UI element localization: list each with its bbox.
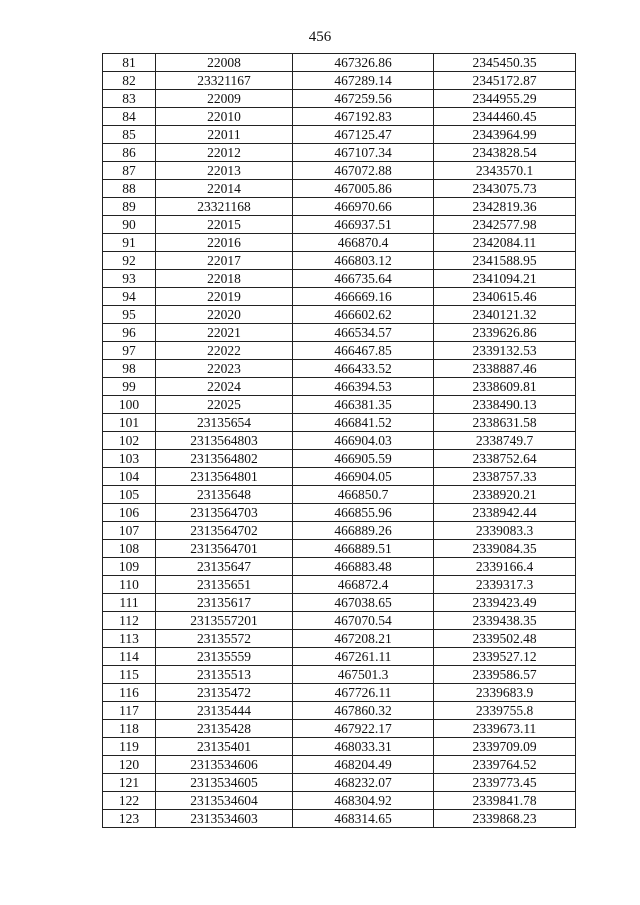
x-coordinate-cell: 466904.03	[293, 432, 434, 450]
point-id-cell: 22020	[156, 306, 293, 324]
table-row	[103, 306, 576, 324]
row-number-cell: 85	[103, 126, 156, 144]
row-number-cell: 106	[103, 504, 156, 522]
y-coordinate-cell: 2344460.45	[434, 108, 576, 126]
x-coordinate-cell: 467860.32	[293, 702, 434, 720]
row-number-cell: 103	[103, 450, 156, 468]
x-coordinate-cell: 466841.52	[293, 414, 434, 432]
point-id-cell: 22008	[156, 54, 293, 72]
x-coordinate-cell: 466872.4	[293, 576, 434, 594]
row-number-cell: 120	[103, 756, 156, 774]
page-number: 456	[308, 29, 332, 45]
table-row	[103, 54, 576, 72]
row-number-cell: 122	[103, 792, 156, 810]
row-number-cell: 105	[103, 486, 156, 504]
x-coordinate-cell: 466534.57	[293, 324, 434, 342]
row-number-cell: 91	[103, 234, 156, 252]
row-number-cell: 88	[103, 180, 156, 198]
point-id-cell: 2313564703	[156, 504, 293, 522]
x-coordinate-cell: 467922.17	[293, 720, 434, 738]
x-coordinate-cell: 466855.96	[293, 504, 434, 522]
table-row	[103, 576, 576, 594]
row-number-cell: 111	[103, 594, 156, 612]
y-coordinate-cell: 2339438.35	[434, 612, 576, 630]
table-row	[103, 378, 576, 396]
point-id-cell: 23135617	[156, 594, 293, 612]
point-id-cell: 2313534604	[156, 792, 293, 810]
row-number-cell: 102	[103, 432, 156, 450]
point-id-cell: 2313564802	[156, 450, 293, 468]
table-row	[103, 90, 576, 108]
x-coordinate-cell: 467259.56	[293, 90, 434, 108]
y-coordinate-cell: 2343570.1	[434, 162, 576, 180]
x-coordinate-cell: 467726.11	[293, 684, 434, 702]
point-id-cell: 22021	[156, 324, 293, 342]
y-coordinate-cell: 2343964.99	[434, 126, 576, 144]
table-row	[103, 504, 576, 522]
y-coordinate-cell: 2343075.73	[434, 180, 576, 198]
x-coordinate-cell: 468033.31	[293, 738, 434, 756]
table-row	[103, 738, 576, 756]
x-coordinate-cell: 466433.52	[293, 360, 434, 378]
table-row	[103, 72, 576, 90]
y-coordinate-cell: 2339626.86	[434, 324, 576, 342]
y-coordinate-cell: 2339317.3	[434, 576, 576, 594]
table-row	[103, 198, 576, 216]
point-id-cell: 2313564702	[156, 522, 293, 540]
table-row	[103, 666, 576, 684]
table-row	[103, 810, 576, 828]
table-row	[103, 630, 576, 648]
point-id-cell: 23135651	[156, 576, 293, 594]
point-id-cell: 23135444	[156, 702, 293, 720]
row-number-cell: 86	[103, 144, 156, 162]
x-coordinate-cell: 467107.34	[293, 144, 434, 162]
point-id-cell: 23135401	[156, 738, 293, 756]
table-row	[103, 144, 576, 162]
y-coordinate-cell: 2338920.21	[434, 486, 576, 504]
x-coordinate-cell: 466381.35	[293, 396, 434, 414]
point-id-cell: 2313564701	[156, 540, 293, 558]
y-coordinate-cell: 2345172.87	[434, 72, 576, 90]
x-coordinate-cell: 466889.26	[293, 522, 434, 540]
x-coordinate-cell: 466803.12	[293, 252, 434, 270]
row-number-cell: 99	[103, 378, 156, 396]
table-row	[103, 414, 576, 432]
y-coordinate-cell: 2338757.33	[434, 468, 576, 486]
y-coordinate-cell: 2339755.8	[434, 702, 576, 720]
y-coordinate-cell: 2345450.35	[434, 54, 576, 72]
table-row	[103, 612, 576, 630]
y-coordinate-cell: 2342819.36	[434, 198, 576, 216]
row-number-cell: 94	[103, 288, 156, 306]
table-row	[103, 270, 576, 288]
point-id-cell: 22025	[156, 396, 293, 414]
table-row	[103, 360, 576, 378]
y-coordinate-cell: 2338887.46	[434, 360, 576, 378]
row-number-cell: 96	[103, 324, 156, 342]
x-coordinate-cell: 467261.11	[293, 648, 434, 666]
point-id-cell: 22019	[156, 288, 293, 306]
y-coordinate-cell: 2339673.11	[434, 720, 576, 738]
row-number-cell: 87	[103, 162, 156, 180]
table-row	[103, 468, 576, 486]
point-id-cell: 23135654	[156, 414, 293, 432]
point-id-cell: 22015	[156, 216, 293, 234]
table-row	[103, 450, 576, 468]
row-number-cell: 107	[103, 522, 156, 540]
row-number-cell: 98	[103, 360, 156, 378]
y-coordinate-cell: 2339683.9	[434, 684, 576, 702]
x-coordinate-cell: 467501.3	[293, 666, 434, 684]
point-id-cell: 23321168	[156, 198, 293, 216]
point-id-cell: 22010	[156, 108, 293, 126]
point-id-cell: 22009	[156, 90, 293, 108]
x-coordinate-cell: 466937.51	[293, 216, 434, 234]
coordinates-table-body	[103, 54, 576, 828]
row-number-cell: 116	[103, 684, 156, 702]
coordinates-table	[102, 53, 576, 828]
point-id-cell: 23135472	[156, 684, 293, 702]
point-id-cell: 23135559	[156, 648, 293, 666]
x-coordinate-cell: 467208.21	[293, 630, 434, 648]
row-number-cell: 117	[103, 702, 156, 720]
point-id-cell: 22023	[156, 360, 293, 378]
table-row	[103, 432, 576, 450]
y-coordinate-cell: 2339083.3	[434, 522, 576, 540]
table-row	[103, 594, 576, 612]
x-coordinate-cell: 466394.53	[293, 378, 434, 396]
row-number-cell: 112	[103, 612, 156, 630]
y-coordinate-cell: 2340121.32	[434, 306, 576, 324]
table-row	[103, 342, 576, 360]
row-number-cell: 93	[103, 270, 156, 288]
x-coordinate-cell: 467070.54	[293, 612, 434, 630]
table-row	[103, 774, 576, 792]
x-coordinate-cell: 468314.65	[293, 810, 434, 828]
point-id-cell: 2313564801	[156, 468, 293, 486]
row-number-cell: 118	[103, 720, 156, 738]
row-number-cell: 90	[103, 216, 156, 234]
row-number-cell: 92	[103, 252, 156, 270]
table-row	[103, 720, 576, 738]
point-id-cell: 23321167	[156, 72, 293, 90]
row-number-cell: 119	[103, 738, 156, 756]
y-coordinate-cell: 2344955.29	[434, 90, 576, 108]
table-row	[103, 486, 576, 504]
row-number-cell: 113	[103, 630, 156, 648]
point-id-cell: 23135647	[156, 558, 293, 576]
x-coordinate-cell: 466904.05	[293, 468, 434, 486]
table-row	[103, 792, 576, 810]
row-number-cell: 114	[103, 648, 156, 666]
y-coordinate-cell: 2339084.35	[434, 540, 576, 558]
x-coordinate-cell: 466905.59	[293, 450, 434, 468]
y-coordinate-cell: 2339502.48	[434, 630, 576, 648]
y-coordinate-cell: 2343828.54	[434, 144, 576, 162]
x-coordinate-cell: 468232.07	[293, 774, 434, 792]
point-id-cell: 22013	[156, 162, 293, 180]
point-id-cell: 22012	[156, 144, 293, 162]
x-coordinate-cell: 466669.16	[293, 288, 434, 306]
table-row	[103, 648, 576, 666]
row-number-cell: 95	[103, 306, 156, 324]
y-coordinate-cell: 2339773.45	[434, 774, 576, 792]
table-row	[103, 216, 576, 234]
row-number-cell: 83	[103, 90, 156, 108]
y-coordinate-cell: 2339709.09	[434, 738, 576, 756]
table-row	[103, 396, 576, 414]
point-id-cell: 23135428	[156, 720, 293, 738]
table-row	[103, 522, 576, 540]
row-number-cell: 89	[103, 198, 156, 216]
point-id-cell: 2313534603	[156, 810, 293, 828]
y-coordinate-cell: 2339586.57	[434, 666, 576, 684]
x-coordinate-cell: 466870.4	[293, 234, 434, 252]
row-number-cell: 82	[103, 72, 156, 90]
y-coordinate-cell: 2341094.21	[434, 270, 576, 288]
point-id-cell: 2313557201	[156, 612, 293, 630]
y-coordinate-cell: 2342084.11	[434, 234, 576, 252]
row-number-cell: 97	[103, 342, 156, 360]
point-id-cell: 2313534606	[156, 756, 293, 774]
point-id-cell: 22011	[156, 126, 293, 144]
row-number-cell: 100	[103, 396, 156, 414]
x-coordinate-cell: 466970.66	[293, 198, 434, 216]
row-number-cell: 101	[103, 414, 156, 432]
table-row	[103, 180, 576, 198]
point-id-cell: 2313564803	[156, 432, 293, 450]
y-coordinate-cell: 2342577.98	[434, 216, 576, 234]
table-row	[103, 126, 576, 144]
x-coordinate-cell: 467005.86	[293, 180, 434, 198]
table-row	[103, 252, 576, 270]
row-number-cell: 123	[103, 810, 156, 828]
table-row	[103, 108, 576, 126]
point-id-cell: 23135513	[156, 666, 293, 684]
point-id-cell: 22016	[156, 234, 293, 252]
x-coordinate-cell: 467326.86	[293, 54, 434, 72]
y-coordinate-cell: 2338609.81	[434, 378, 576, 396]
table-row	[103, 756, 576, 774]
y-coordinate-cell: 2338490.13	[434, 396, 576, 414]
x-coordinate-cell: 467072.88	[293, 162, 434, 180]
y-coordinate-cell: 2339132.53	[434, 342, 576, 360]
x-coordinate-cell: 468204.49	[293, 756, 434, 774]
point-id-cell: 22018	[156, 270, 293, 288]
point-id-cell: 2313534605	[156, 774, 293, 792]
x-coordinate-cell: 466889.51	[293, 540, 434, 558]
y-coordinate-cell: 2339423.49	[434, 594, 576, 612]
x-coordinate-cell: 467289.14	[293, 72, 434, 90]
row-number-cell: 84	[103, 108, 156, 126]
row-number-cell: 109	[103, 558, 156, 576]
table-row	[103, 684, 576, 702]
y-coordinate-cell: 2338749.7	[434, 432, 576, 450]
table-row	[103, 234, 576, 252]
y-coordinate-cell: 2341588.95	[434, 252, 576, 270]
table-row	[103, 324, 576, 342]
x-coordinate-cell: 466602.62	[293, 306, 434, 324]
table-row	[103, 288, 576, 306]
x-coordinate-cell: 466883.48	[293, 558, 434, 576]
point-id-cell: 22022	[156, 342, 293, 360]
table-row	[103, 540, 576, 558]
y-coordinate-cell: 2339841.78	[434, 792, 576, 810]
y-coordinate-cell: 2338752.64	[434, 450, 576, 468]
x-coordinate-cell: 467038.65	[293, 594, 434, 612]
y-coordinate-cell: 2338631.58	[434, 414, 576, 432]
table-row	[103, 702, 576, 720]
y-coordinate-cell: 2338942.44	[434, 504, 576, 522]
row-number-cell: 115	[103, 666, 156, 684]
point-id-cell: 22017	[156, 252, 293, 270]
row-number-cell: 81	[103, 54, 156, 72]
table-row	[103, 162, 576, 180]
point-id-cell: 23135572	[156, 630, 293, 648]
row-number-cell: 108	[103, 540, 156, 558]
y-coordinate-cell: 2340615.46	[434, 288, 576, 306]
y-coordinate-cell: 2339527.12	[434, 648, 576, 666]
x-coordinate-cell: 466735.64	[293, 270, 434, 288]
row-number-cell: 110	[103, 576, 156, 594]
row-number-cell: 104	[103, 468, 156, 486]
table-row	[103, 558, 576, 576]
point-id-cell: 22014	[156, 180, 293, 198]
point-id-cell: 23135648	[156, 486, 293, 504]
x-coordinate-cell: 466850.7	[293, 486, 434, 504]
x-coordinate-cell: 467192.83	[293, 108, 434, 126]
x-coordinate-cell: 467125.47	[293, 126, 434, 144]
y-coordinate-cell: 2339166.4	[434, 558, 576, 576]
x-coordinate-cell: 466467.85	[293, 342, 434, 360]
x-coordinate-cell: 468304.92	[293, 792, 434, 810]
y-coordinate-cell: 2339764.52	[434, 756, 576, 774]
row-number-cell: 121	[103, 774, 156, 792]
point-id-cell: 22024	[156, 378, 293, 396]
y-coordinate-cell: 2339868.23	[434, 810, 576, 828]
